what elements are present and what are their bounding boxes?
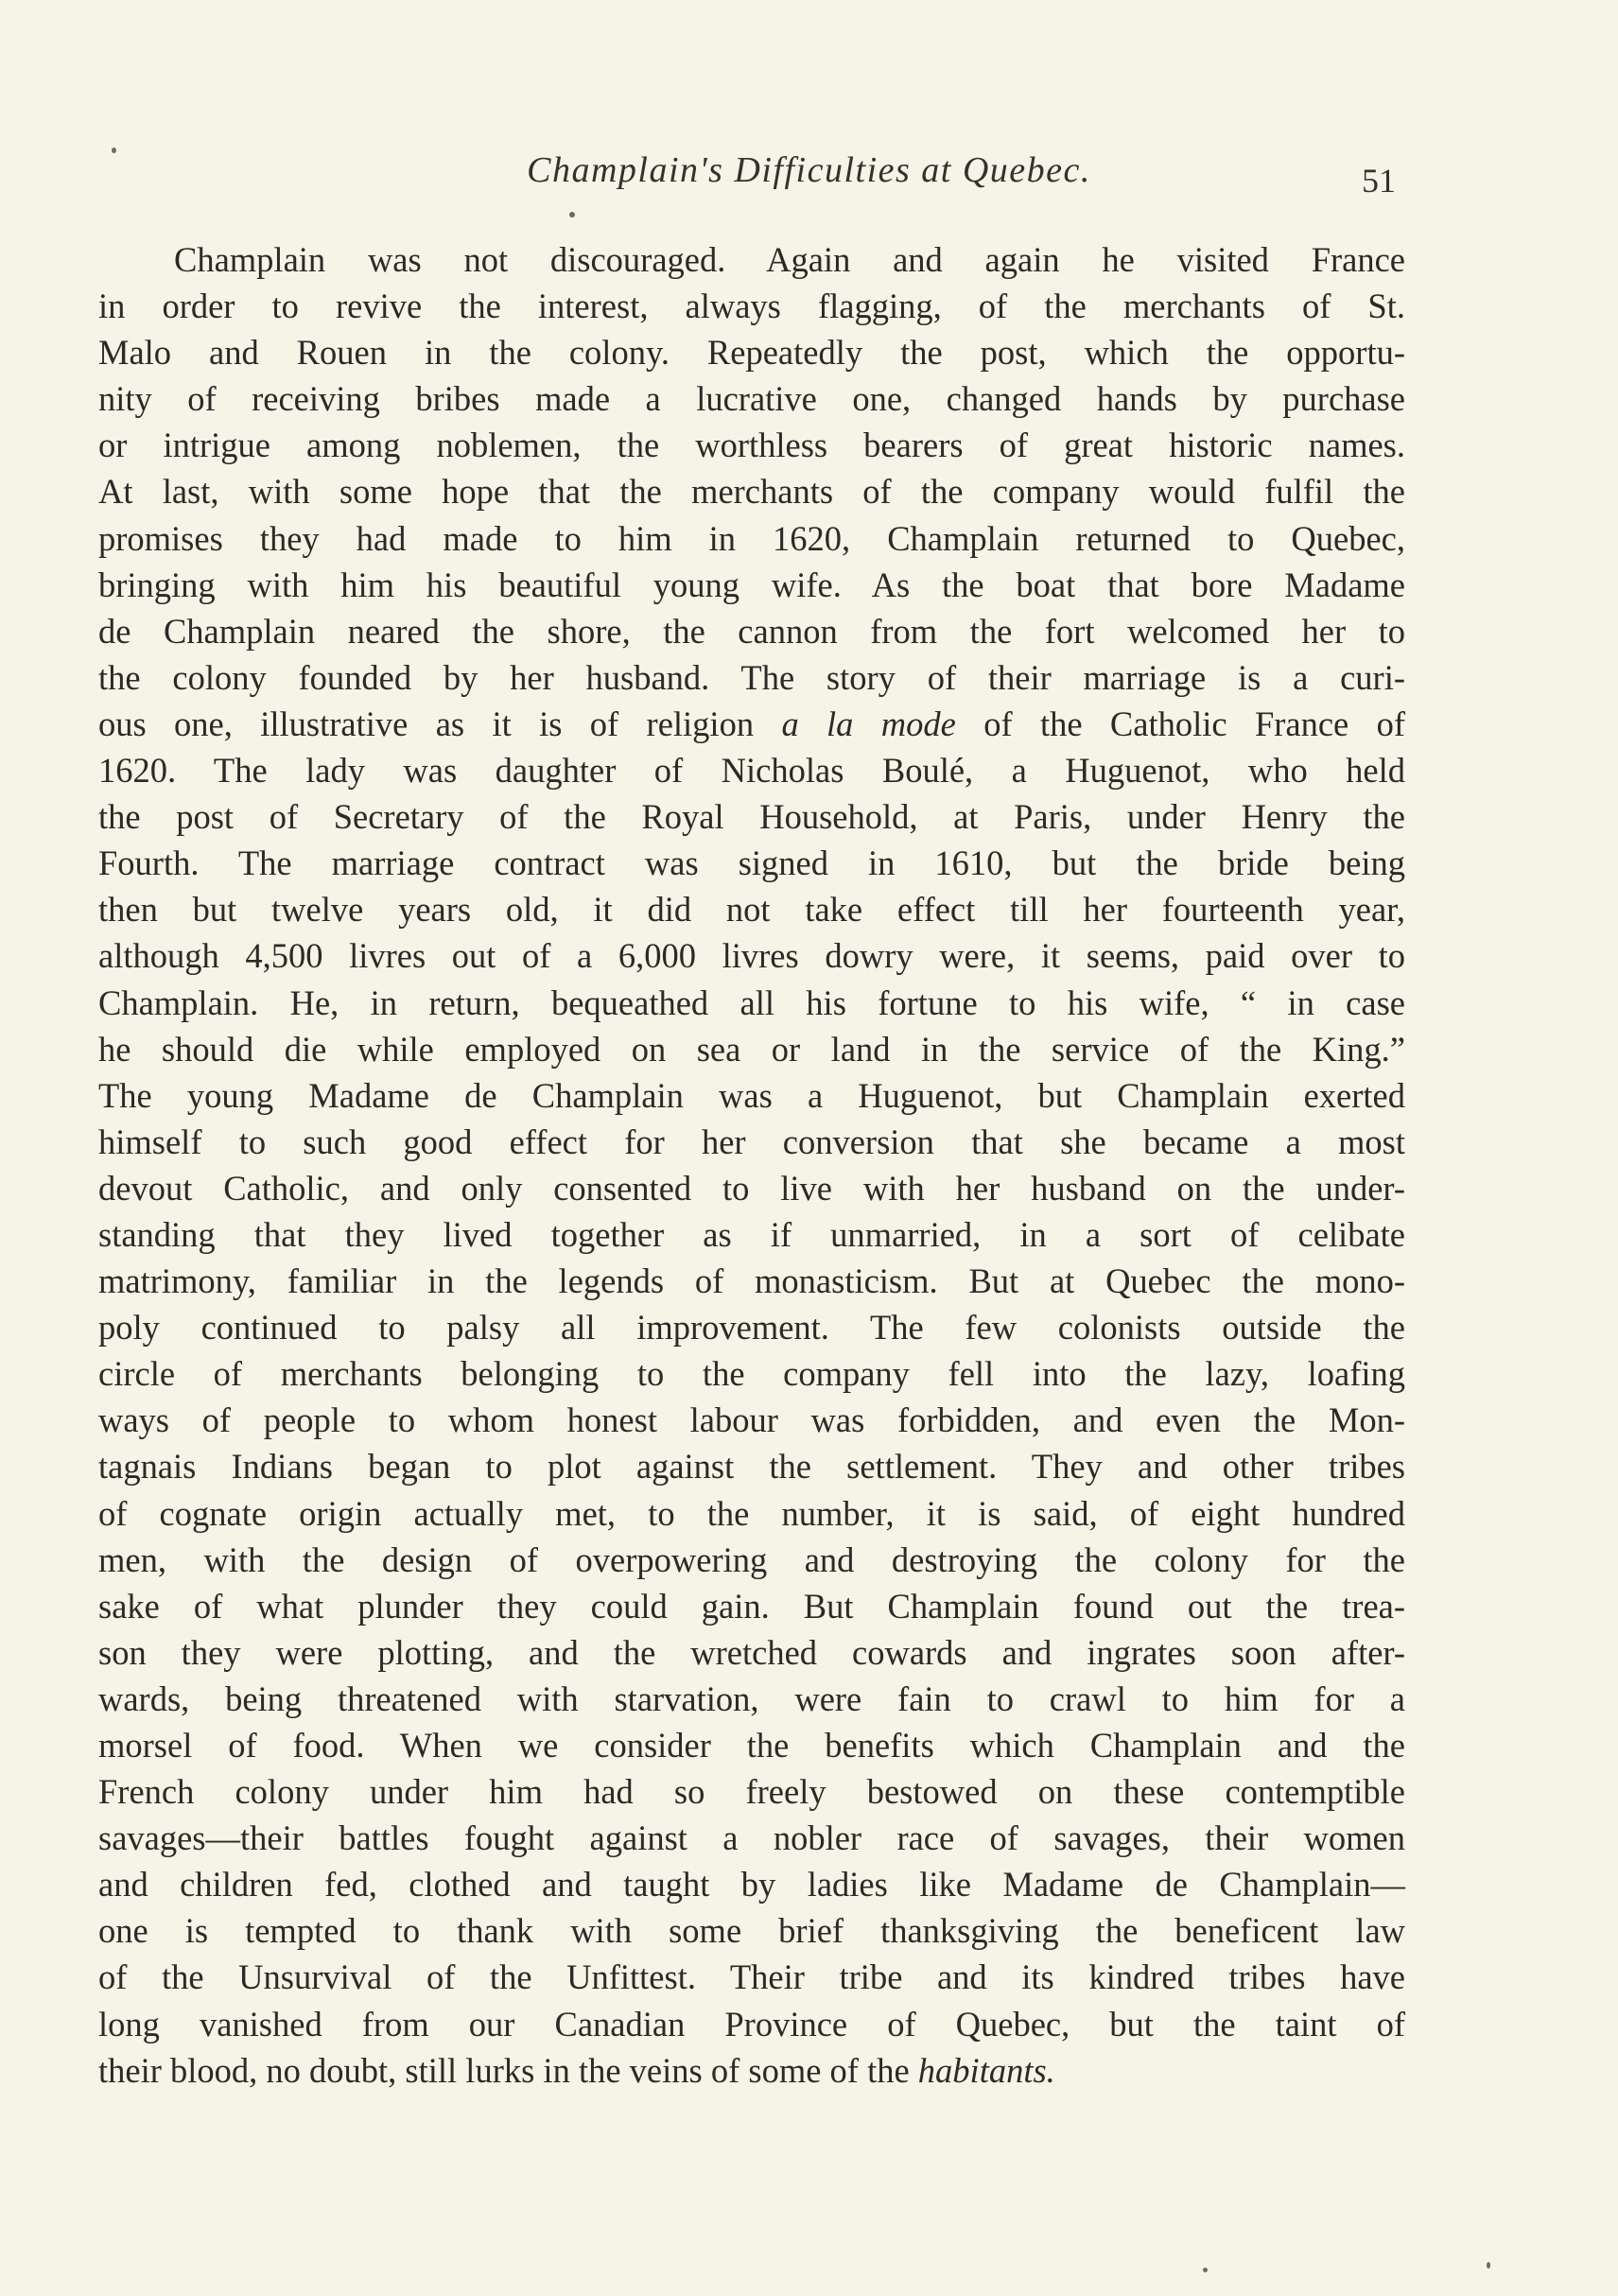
text-line: savages—their battles fought against a nobler race of savages, their women bbox=[98, 1818, 1405, 1858]
text-line: Champlain. He, in return, bequeathed all his fortune to his wife, “ in case bbox=[98, 983, 1405, 1022]
text-line: morsel of food. When we consider the benefits which Champlain and the bbox=[98, 1726, 1405, 1765]
text-line: or intrigue among noblemen, the worthless bearers of great historic names. bbox=[98, 426, 1405, 465]
text-line: long vanished from our Canadian Province of Quebec, but the taint of bbox=[98, 2004, 1405, 2044]
text-line: then but twelve years old, it did not take effect till her fourteenth year, bbox=[98, 890, 1405, 930]
text-line: tagnais Indians began to plot against the settlement. They and other tribes bbox=[98, 1447, 1405, 1487]
italic-phrase: a la mode bbox=[781, 704, 956, 743]
text-line: Fourth. The marriage contract was signed in 1610, but the bride being bbox=[98, 844, 1405, 883]
text-line: of cognate origin actually met, to the number, it is said, of eight hundred bbox=[98, 1493, 1405, 1533]
text-line: himself to such good effect for her conversion that she became a most bbox=[98, 1122, 1405, 1161]
text-run: of the Catholic France of bbox=[983, 704, 1406, 743]
running-head bbox=[0, 149, 1618, 206]
text-line: bringing with him his beautiful young wife. As the boat that bore Madame bbox=[98, 565, 1405, 604]
text-line: At last, with some hope that the merchants of the company would fulfil the bbox=[98, 472, 1405, 512]
text-line: wards, being threatened with starvation, were fain to crawl to him for a bbox=[98, 1679, 1405, 1718]
page-number: 51 bbox=[1362, 162, 1396, 200]
scan-speck bbox=[1203, 2268, 1208, 2272]
text-line: nity of receiving bribes made a lucrative one, changed hands by purchase bbox=[98, 379, 1405, 419]
text-line: devout Catholic, and only consented to live with her husband on the under- bbox=[98, 1168, 1405, 1208]
text-line: poly continued to palsy all improvement. The few colonists outside the bbox=[98, 1308, 1405, 1348]
text-line: the colony founded by her husband. The story of their marriage is a curi- bbox=[98, 657, 1405, 697]
text-line: one is tempted to thank with some brief thanksgiving the beneficent law bbox=[98, 1911, 1405, 1951]
text-line: 1620. The lady was daughter of Nicholas Boulé, a Huguenot, who held bbox=[98, 751, 1405, 791]
text-line: de Champlain neared the shore, the cannon from the fort welcomed her to bbox=[98, 611, 1405, 651]
text-line: and children fed, clothed and taught by ladies like Madame de Champlain— bbox=[98, 1865, 1405, 1905]
text-line: The young Madame de Champlain was a Huguenot, but Champlain exerted bbox=[98, 1075, 1405, 1115]
text-line: ways of people to whom honest labour was forbidden, and even the Mon- bbox=[98, 1400, 1405, 1440]
text-line: son they were plotting, and the wretched cowards and ingrates soon after- bbox=[98, 1632, 1405, 1672]
text-line: Champlain was not discouraged. Again and again he visited France bbox=[174, 240, 1405, 279]
text-run: their blood, no doubt, still lurks in the veins of some of the bbox=[98, 2050, 910, 2090]
text-line: sake of what plunder they could gain. But Champlain found out the trea- bbox=[98, 1586, 1405, 1626]
text-line: although 4,500 livres out of a 6,000 livres dowry were, it seems, paid over to bbox=[98, 936, 1405, 976]
scan-speck bbox=[112, 148, 116, 153]
text-line: Malo and Rouen in the colony. Repeatedly the post, which the opportu- bbox=[98, 333, 1405, 373]
text-line: he should die while employed on sea or land in the service of the King.” bbox=[98, 1029, 1405, 1069]
text-run: ous one, illustrative as it is of religion bbox=[98, 704, 755, 743]
text-line: of the Unsurvival of the Unfittest. Their tribe and its kindred tribes have bbox=[98, 1957, 1405, 1997]
text-line bbox=[98, 2047, 1405, 2094]
text-line: standing that they lived together as if unmarried, in a sort of celibate bbox=[98, 1214, 1405, 1254]
text-line: promises they had made to him in 1620, Champlain returned to Quebec, bbox=[98, 518, 1405, 558]
body-paragraph bbox=[98, 236, 1405, 2094]
text-line: in order to revive the interest, always flagging, of the merchants of St. bbox=[98, 287, 1405, 326]
text-line: French colony under him had so freely bestowed on these contemptible bbox=[98, 1772, 1405, 1812]
scan-speck bbox=[1487, 2262, 1490, 2269]
italic-phrase: habitants. bbox=[917, 2050, 1055, 2090]
text-line: circle of merchants belonging to the company fell into the lazy, loafing bbox=[98, 1354, 1405, 1394]
text-line bbox=[98, 701, 1405, 747]
text-line: matrimony, familiar in the legends of monasticism. But at Quebec the mono- bbox=[98, 1261, 1405, 1301]
scan-speck bbox=[569, 212, 575, 217]
text-line: the post of Secretary of the Royal Household, at Paris, under Henry the bbox=[98, 797, 1405, 837]
running-title: Champlain's Difficulties at Quebec. bbox=[527, 150, 1091, 190]
text-line: men, with the design of overpowering and destroying the colony for the bbox=[98, 1539, 1405, 1579]
